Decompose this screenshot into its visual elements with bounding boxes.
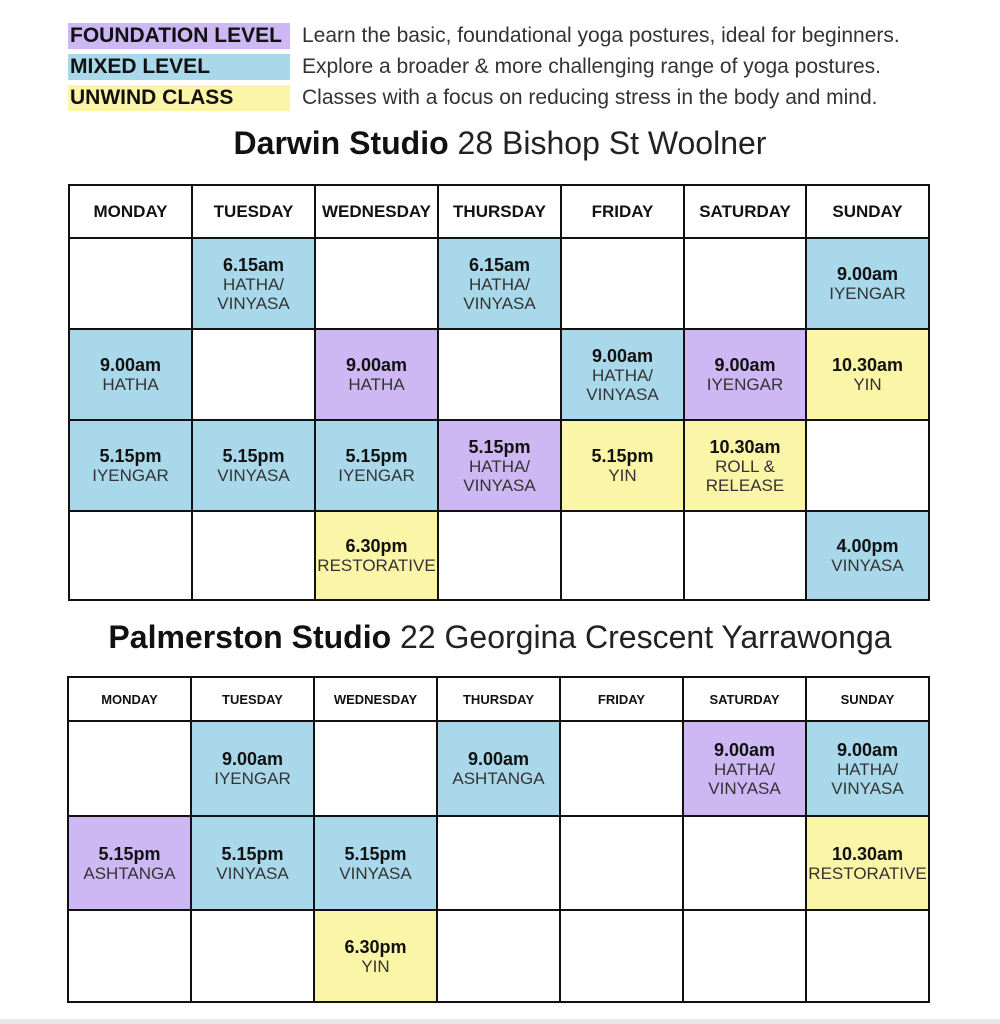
empty-cell xyxy=(806,910,929,1002)
class-time: 5.15pm xyxy=(468,436,531,457)
empty-cell xyxy=(69,238,192,329)
empty-cell xyxy=(438,511,561,600)
class-cell xyxy=(191,816,314,910)
darwin-studio-title xyxy=(0,125,1000,162)
class-cell xyxy=(806,721,929,816)
class-time: 9.00am xyxy=(467,749,530,769)
empty-cell xyxy=(437,816,560,910)
legend-desc-unwind: Classes with a focus on reducing stress in the body and mind. xyxy=(302,85,878,109)
schedule-row xyxy=(68,721,929,816)
class-cell xyxy=(314,910,437,1002)
legend-tag-foundation: FOUNDATION LEVEL xyxy=(68,23,290,49)
class-time: 5.15pm xyxy=(591,446,654,466)
day-header: SUNDAY xyxy=(806,185,929,238)
class-name: YIN xyxy=(361,956,390,976)
class-name: RESTORATIVE xyxy=(317,556,436,575)
class-name: VINYASA xyxy=(339,863,412,883)
class-name: ASHTANGA xyxy=(83,863,176,883)
class-time: 5.15pm xyxy=(99,446,162,466)
schedule-row xyxy=(69,238,929,329)
class-cell xyxy=(68,816,191,910)
bottom-divider xyxy=(0,1019,1000,1024)
empty-cell xyxy=(192,511,315,600)
class-cell xyxy=(561,420,684,511)
day-header: MONDAY xyxy=(68,677,191,721)
empty-cell xyxy=(315,238,438,329)
class-name: IYENGAR xyxy=(706,375,784,394)
class-cell xyxy=(806,511,929,600)
studio-address: 22 Georgina Crescent Yarrawonga xyxy=(400,619,892,655)
class-cell xyxy=(314,816,437,910)
empty-cell xyxy=(68,721,191,816)
class-name: HATHA/ VINYASA xyxy=(831,759,904,798)
class-name: VINYASA xyxy=(216,863,289,883)
class-cell xyxy=(315,329,438,420)
empty-cell xyxy=(69,511,192,600)
day-header: MONDAY xyxy=(69,185,192,238)
class-name: HATHA xyxy=(348,375,405,394)
schedule-row xyxy=(69,420,929,511)
class-cell xyxy=(806,816,929,910)
class-cell xyxy=(315,511,438,600)
day-header: SATURDAY xyxy=(684,185,806,238)
header-row xyxy=(68,677,929,721)
empty-cell xyxy=(437,910,560,1002)
class-cell xyxy=(806,329,929,420)
class-time: 5.15pm xyxy=(98,843,161,864)
class-cell xyxy=(69,420,192,511)
empty-cell xyxy=(806,420,929,511)
empty-cell xyxy=(683,910,806,1002)
class-time: 9.00am xyxy=(591,345,654,366)
day-header: FRIDAY xyxy=(560,677,683,721)
class-cell xyxy=(438,238,561,329)
studio-address: 28 Bishop St Woolner xyxy=(457,125,767,161)
class-name: ASHTANGA xyxy=(452,769,545,788)
schedule-row xyxy=(69,329,929,420)
studio-name: Darwin Studio xyxy=(233,125,449,161)
empty-cell xyxy=(438,329,561,420)
class-cell xyxy=(683,721,806,816)
class-name: HATHA/ VINYASA xyxy=(586,365,659,404)
class-name: IYENGAR xyxy=(92,466,169,485)
empty-cell xyxy=(68,910,191,1002)
class-cell xyxy=(437,721,560,816)
class-cell xyxy=(684,420,806,511)
empty-cell xyxy=(561,238,684,329)
palmerston-schedule-table xyxy=(67,676,930,1003)
class-time: 9.00am xyxy=(713,739,776,760)
legend-desc-mixed: Explore a broader & more challenging range of yoga postures. xyxy=(302,54,882,78)
palmerston-studio-title xyxy=(0,619,1000,656)
legend xyxy=(68,20,900,113)
class-cell xyxy=(438,420,561,511)
schedule-row xyxy=(68,816,929,910)
class-name: VINYASA xyxy=(831,556,904,575)
day-header: THURSDAY xyxy=(437,677,560,721)
class-time: 6.30pm xyxy=(344,936,407,957)
empty-cell xyxy=(560,816,683,910)
class-time: 4.00pm xyxy=(836,536,899,556)
empty-cell xyxy=(560,910,683,1002)
schedule-row xyxy=(68,910,929,1002)
empty-cell xyxy=(192,329,315,420)
class-time: 5.15pm xyxy=(345,446,408,466)
empty-cell xyxy=(561,511,684,600)
empty-cell xyxy=(683,816,806,910)
empty-cell xyxy=(314,721,437,816)
class-name: ROLL & RELEASE xyxy=(705,456,785,495)
class-time: 9.00am xyxy=(836,264,899,284)
class-name: YIN xyxy=(853,375,882,394)
legend-tag-mixed: MIXED LEVEL xyxy=(68,54,290,80)
empty-cell xyxy=(560,721,683,816)
schedule-row xyxy=(69,511,929,600)
legend-row-mixed xyxy=(68,51,900,82)
legend-tag-unwind: UNWIND CLASS xyxy=(68,85,290,111)
day-header: WEDNESDAY xyxy=(314,677,437,721)
day-header: SATURDAY xyxy=(683,677,806,721)
class-cell xyxy=(192,420,315,511)
empty-cell xyxy=(684,238,806,329)
class-time: 5.15pm xyxy=(222,446,285,466)
class-time: 6.30pm xyxy=(345,536,408,556)
class-time: 10.30am xyxy=(831,843,904,864)
class-cell xyxy=(561,329,684,420)
class-name: HATHA/ VINYASA xyxy=(463,274,536,313)
class-time: 9.00am xyxy=(836,739,899,760)
class-name: HATHA/ VINYASA xyxy=(708,759,781,798)
legend-desc-foundation: Learn the basic, foundational yoga postures, ideal for beginners. xyxy=(302,23,900,47)
legend-row-foundation xyxy=(68,20,900,51)
class-cell xyxy=(192,238,315,329)
day-header: TUESDAY xyxy=(191,677,314,721)
class-cell xyxy=(315,420,438,511)
class-name: HATHA xyxy=(102,375,159,394)
class-time: 6.15am xyxy=(468,254,531,275)
class-name: IYENGAR xyxy=(214,769,291,788)
day-header: SUNDAY xyxy=(806,677,929,721)
class-time: 10.30am xyxy=(831,355,904,375)
class-time: 9.00am xyxy=(345,355,408,375)
class-name: YIN xyxy=(608,466,637,485)
day-header: THURSDAY xyxy=(438,185,561,238)
day-header: WEDNESDAY xyxy=(315,185,438,238)
class-cell xyxy=(684,329,806,420)
darwin-schedule-table xyxy=(68,184,930,601)
class-time: 5.15pm xyxy=(344,843,407,864)
class-cell xyxy=(806,238,929,329)
class-cell xyxy=(69,329,192,420)
class-name: VINYASA xyxy=(217,466,290,485)
empty-cell xyxy=(684,511,806,600)
class-name: IYENGAR xyxy=(338,466,415,485)
class-time: 6.15am xyxy=(222,254,285,275)
class-time: 5.15pm xyxy=(221,843,284,864)
header-row xyxy=(69,185,929,238)
day-header: FRIDAY xyxy=(561,185,684,238)
class-cell xyxy=(191,721,314,816)
day-header: TUESDAY xyxy=(192,185,315,238)
class-time: 9.00am xyxy=(99,355,162,375)
class-time: 9.00am xyxy=(714,355,776,375)
studio-name: Palmerston Studio xyxy=(108,619,392,655)
class-name: RESTORATIVE xyxy=(808,863,927,883)
class-name: HATHA/ VINYASA xyxy=(217,274,290,313)
legend-row-unwind xyxy=(68,82,900,113)
class-name: HATHA/ VINYASA xyxy=(463,456,536,495)
class-time: 10.30am xyxy=(709,436,781,457)
empty-cell xyxy=(191,910,314,1002)
class-name: IYENGAR xyxy=(829,284,906,303)
class-time: 9.00am xyxy=(221,749,284,769)
